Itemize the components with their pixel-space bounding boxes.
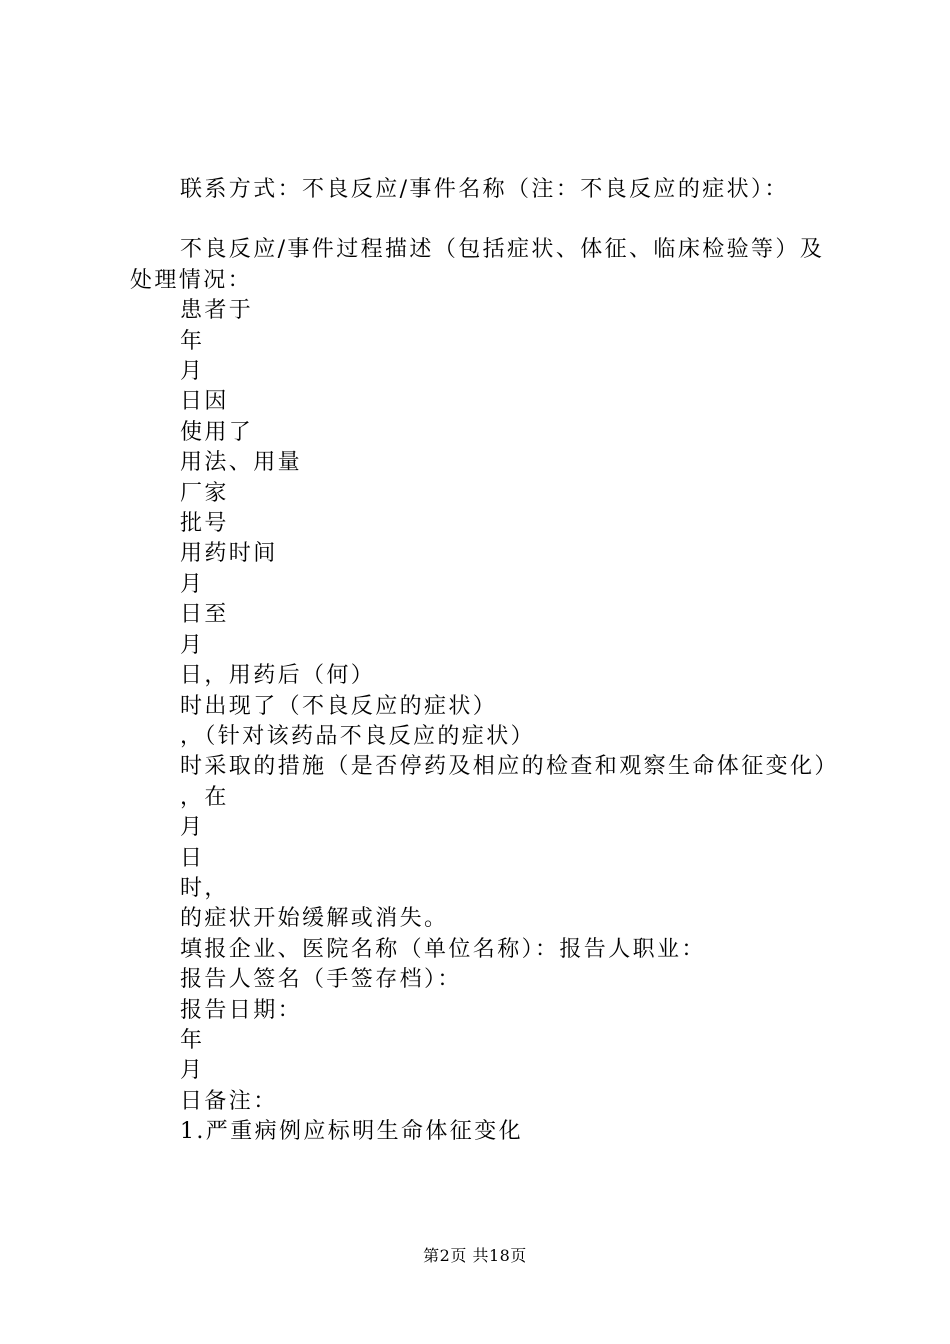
line-dosage: 用法、用量 (180, 450, 303, 476)
line-batch: 批号 (180, 511, 229, 537)
line-patient: 患者于 (180, 298, 254, 324)
line-contact: 联系方式：不良反应/事件名称（注：不良反应的症状）： (180, 177, 789, 202)
line-day: 日 (180, 845, 205, 871)
line-process-description: 不良反应/事件过程描述（包括症状、体征、临床检验等）及处理情况： (130, 237, 825, 293)
line-day-to: 日至 (180, 602, 229, 628)
page-number-footer: 第2页 共18页 (423, 1246, 527, 1265)
line-after-medication: 日，用药后（何） (180, 663, 376, 689)
line-year: 年 (180, 328, 205, 354)
line-signature: 报告人签名（手签存档）： (180, 967, 462, 993)
line-month: 月 (180, 571, 205, 597)
line-medication-time: 用药时间 (180, 541, 278, 567)
line-day-reason: 日因 (180, 389, 229, 415)
line-manufacturer: 厂家 (180, 480, 229, 506)
line-report-date: 报告日期： (180, 997, 303, 1023)
line-month: 月 (180, 1058, 205, 1084)
line-hour: 时， (180, 875, 229, 901)
line-used: 使用了 (180, 419, 254, 445)
line-month: 月 (180, 815, 205, 841)
line-note-1: 1.严重病例应标明生命体征变化 (180, 1119, 523, 1145)
line-at: ，在 (180, 784, 229, 810)
line-month: 月 (180, 359, 205, 385)
line-day-remarks: 日备注： (180, 1088, 278, 1114)
line-organization: 填报企业、医院名称（单位名称）：报告人职业： (180, 936, 706, 962)
line-measures: 时采取的措施（是否停药及相应的检查和观察生命体征变化） (180, 754, 839, 780)
line-symptom-appeared: 时出现了（不良反应的症状） (180, 693, 498, 719)
blank-line (130, 205, 840, 235)
line-month: 月 (180, 632, 205, 658)
line-year: 年 (180, 1027, 205, 1053)
line-relief: 的症状开始缓解或消失。 (180, 906, 449, 932)
document-body (130, 175, 840, 1148)
line-targeted-symptom: ，（针对该药品不良反应的症状） (180, 723, 536, 749)
